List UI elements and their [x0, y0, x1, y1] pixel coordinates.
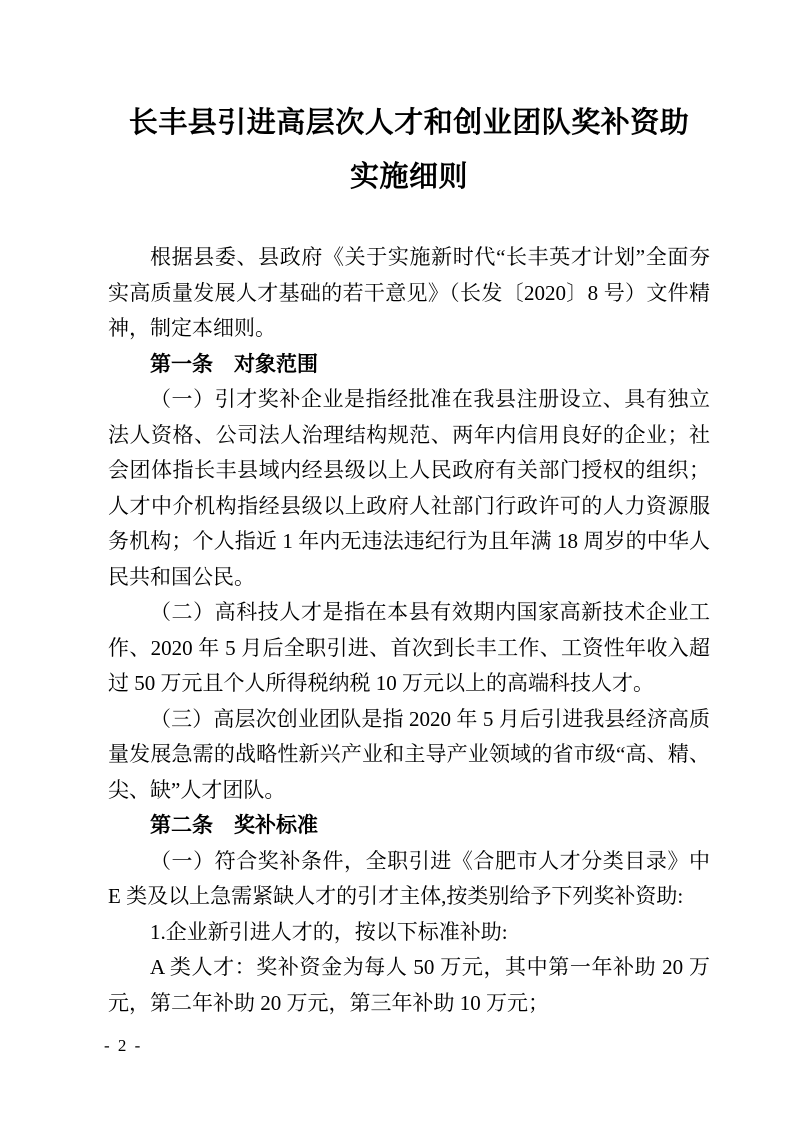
document-title-line-1: 长丰县引进高层次人才和创业团队奖补资助 [128, 107, 690, 139]
document-title-line-2: 实施细则 [349, 161, 468, 193]
section-heading-article-2: 第二条 奖补标准 [150, 814, 318, 837]
document-title [108, 96, 710, 204]
page-number: - 2 - [104, 1036, 143, 1055]
paragraph-article2-classA: A 类人才：奖补资金为每人 50 万元，其中第一年补助 20 万元，第二年补助 20 万元，第三年补助 10 万元； [108, 955, 710, 1015]
paragraph-intro: 根据县委、县政府《关于实施新时代“长丰英才计划”全面夯实高质量发展人才基础的若干意见》（长发〔2020〕8 号）文件精神，制定本细则。 [108, 245, 710, 340]
paragraph-article1-item1: （一）引才奖补企业是指经批准在我县注册设立、具有独立法人资格、公司法人治理结构规范、两年内信用良好的企业；社会团体指长丰县域内经县级以上人民政府有关部门授权的组织；人才中介机构指经县级以上政府人社部门行政许可的人力资源服务机构；个人指近 1 年内无违法违纪行为且年满 18 周岁的中华人民共和国公民。 [108, 387, 710, 589]
paragraph-article1-item3: （三）高层次创业团队是指 2020 年 5 月后引进我县经济高质量发展急需的战略性新兴产业和主导产业领域的省市级“高、精、尖、缺”人才团队。 [108, 706, 710, 802]
section-heading-article-1: 第一条 对象范围 [150, 352, 318, 376]
paragraph-article1-item2: （二）高科技人才是指在本县有效期内国家高新技术企业工作、2020 年 5 月后全职引进、首次到长丰工作、工资性年收入超过 50 万元且个人所得税纳税 10 万元以上的高端科技人才。 [108, 600, 710, 695]
paragraph-article2-item1: （一）符合奖补条件，全职引进《合肥市人才分类目录》中 E 类及以上急需紧缺人才的引才主体,按类别给予下列奖补资助: [108, 848, 710, 908]
paragraph-article2-point1: 1.企业新引进人才的，按以下标准补助: [150, 919, 508, 944]
document-body [108, 240, 710, 1021]
